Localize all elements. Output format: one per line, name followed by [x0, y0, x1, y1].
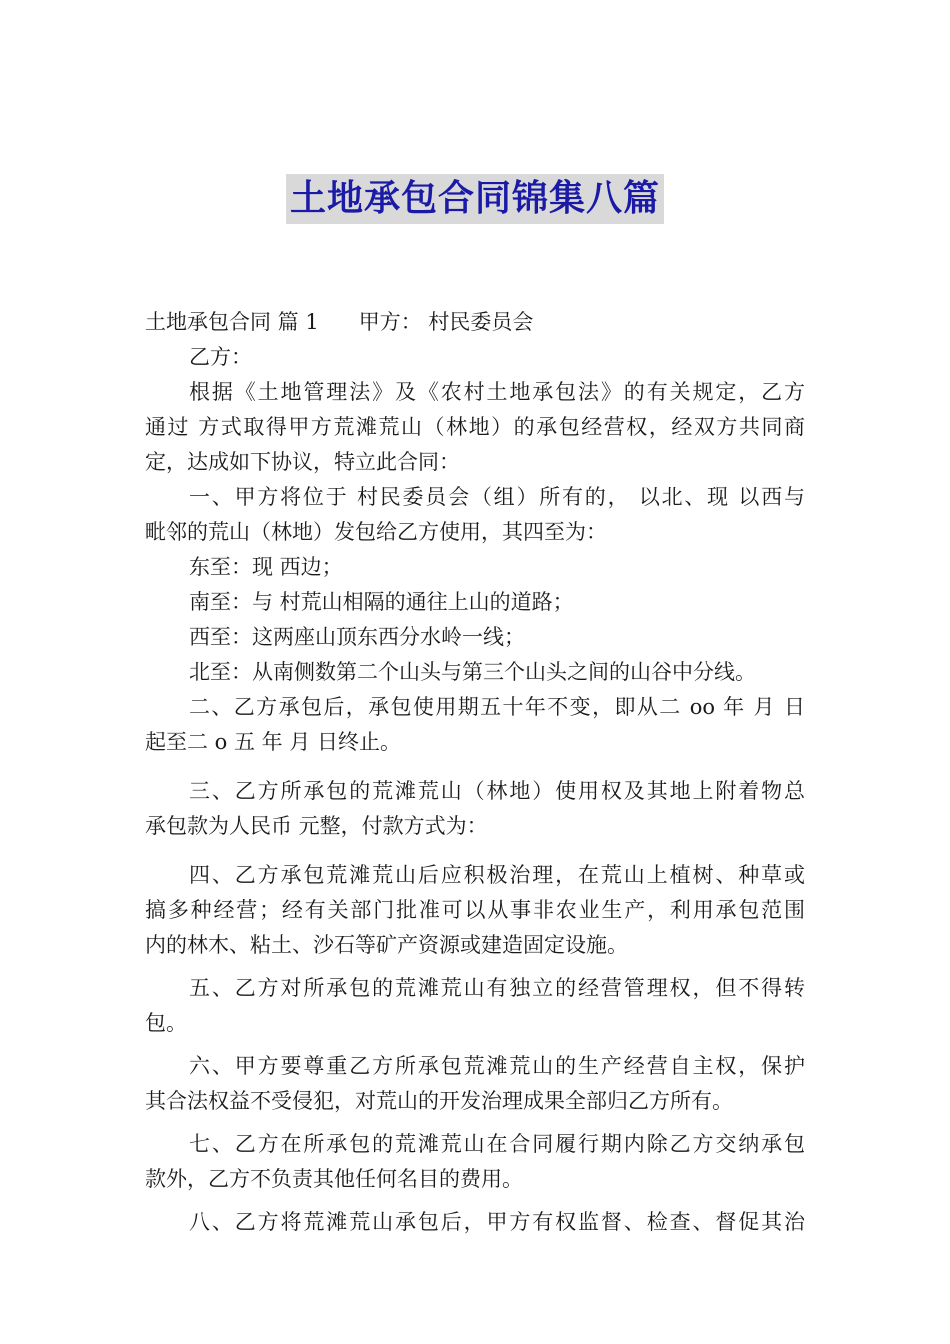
paragraph-line: 起至二 o 五 年 月 日终止。 — [145, 730, 402, 754]
boundary-south: 南至：与 村荒山相隔的通往上山的道路； — [189, 590, 574, 614]
paragraph-line: 包。 — [145, 1011, 187, 1035]
paragraph-line: 四、乙方承包荒滩荒山后应积极治理，在荒山上植树、种草或 — [189, 863, 805, 887]
party-a-line: 甲方： 村民委员会 — [358, 310, 534, 334]
paragraph-line: 七、乙方在所承包的荒滩荒山在合同履行期内除乙方交纳承包 — [189, 1132, 805, 1156]
paragraph-line: 根据《土地管理法》及《农村土地承包法》的有关规定，乙方 — [189, 380, 805, 404]
paragraph-line: 二、乙方承包后，承包使用期五十年不变，即从二 oo 年 月 日 — [189, 695, 805, 719]
boundary-east: 东至：现 西边； — [189, 555, 343, 579]
boundary-north: 北至：从南侧数第二个山头与第三个山头之间的山谷中分线。 — [189, 660, 756, 684]
paragraph-line: 内的林木、粘土、沙石等矿产资源或建造固定设施。 — [145, 933, 628, 957]
paragraph-line: 五、乙方对所承包的荒滩荒山有独立的经营管理权，但不得转 — [189, 976, 805, 1000]
title-container — [0, 174, 950, 224]
paragraph-line: 其合法权益不受侵犯，对荒山的开发治理成果全部归乙方所有。 — [145, 1089, 733, 1113]
paragraph-line: 六、甲方要尊重乙方所承包荒滩荒山的生产经营自主权，保护 — [189, 1054, 805, 1078]
paragraph-line: 款外，乙方不负责其他任何名目的费用。 — [145, 1167, 523, 1191]
paragraph-line: 毗邻的荒山（林地）发包给乙方使用，其四至为： — [145, 520, 607, 544]
document-title: 土地承包合同锦集八篇 — [286, 174, 664, 224]
paragraph-line: 承包款为人民币 元整，付款方式为： — [145, 814, 488, 838]
paragraph-line: 三、乙方所承包的荒滩荒山（林地）使用权及其地上附着物总 — [189, 779, 805, 803]
paragraph-line: 一、甲方将位于 村民委员会（组）所有的， 以北、现 以西与 — [189, 485, 805, 509]
contract-heading: 土地承包合同 篇 1 — [145, 310, 319, 334]
document-body — [145, 305, 805, 1240]
paragraph-line: 搞多种经营；经有关部门批准可以从事非农业生产，利用承包范围 — [145, 898, 805, 922]
contract-heading-line — [145, 305, 805, 340]
paragraph-line: 八、乙方将荒滩荒山承包后，甲方有权监督、检查、督促其治 — [189, 1210, 805, 1234]
boundary-west: 西至：这两座山顶东西分水岭一线； — [189, 625, 525, 649]
paragraph-line: 定，达成如下协议，特立此合同： — [145, 450, 460, 474]
paragraph-line: 通过 方式取得甲方荒滩荒山（林地）的承包经营权，经双方共同商 — [145, 415, 805, 439]
party-b-line: 乙方： — [189, 345, 252, 369]
